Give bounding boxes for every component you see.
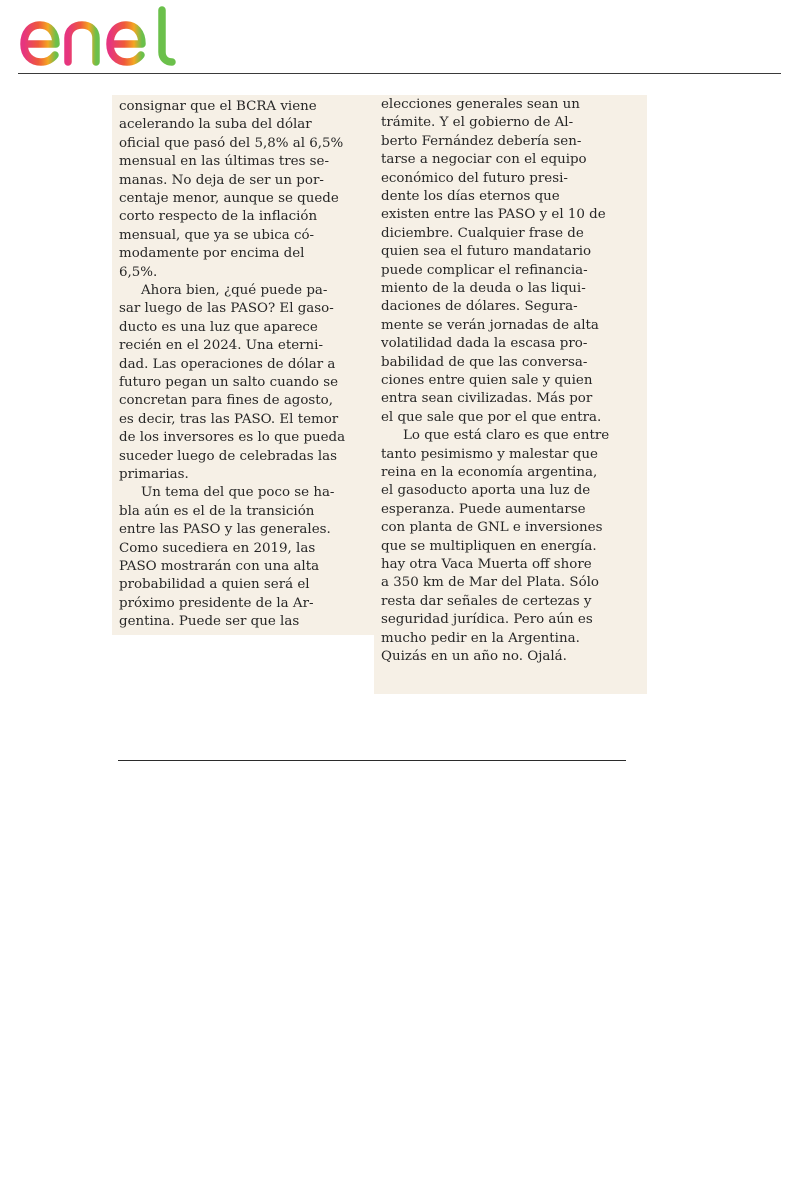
- header-divider: [18, 73, 781, 74]
- article-line: oficial que pasó del 5,8% al 6,5%: [119, 135, 344, 151]
- footer-divider: [118, 760, 626, 761]
- article-line: existen entre las PASO y el 10 de: [381, 207, 606, 223]
- article-line: próximo presidente de la Ar-: [119, 595, 314, 611]
- article-line: suceder luego de celebradas las: [119, 448, 337, 464]
- article-line: es decir, tras las PASO. El temor: [119, 411, 339, 427]
- article-line: recién en el 2024. Una eterni-: [119, 338, 323, 354]
- article-line: mente se verán jornadas de alta: [381, 317, 599, 333]
- article-line: hay otra Vaca Muerta off shore: [381, 557, 592, 572]
- article-line: bla aún es el de la transición: [119, 503, 315, 519]
- article-line: gentina. Puede ser que las: [119, 614, 300, 630]
- article-line: ducto es una luz que aparece: [119, 319, 318, 335]
- article-line: corto respecto de la inflación: [119, 209, 318, 225]
- article-line: quien sea el futuro mandatario: [381, 244, 592, 260]
- article-line: el gasoducto aporta una luz de: [381, 483, 591, 499]
- article-line: el que sale que por el que entra.: [381, 409, 602, 425]
- article-line: acelerando la suba del dólar: [119, 117, 312, 133]
- article-line: primarias.: [119, 467, 189, 482]
- article-line: diciembre. Cualquier frase de: [381, 225, 584, 241]
- article-line: manas. No deja de ser un por-: [119, 172, 324, 188]
- article-line: entra sean civilizadas. Más por: [381, 391, 593, 407]
- article-line: consignar que el BCRA viene: [119, 99, 317, 114]
- article-line: a 350 km de Mar del Plata. Sólo: [381, 575, 599, 591]
- article-line: miento de la deuda o las liqui-: [381, 281, 586, 296]
- article-line: esperanza. Puede aumentarse: [381, 501, 586, 517]
- article-line: daciones de dólares. Segura-: [381, 299, 578, 315]
- article-line: mensual en las últimas tres se-: [119, 154, 330, 170]
- article-line: trámite. Y el gobierno de Al-: [381, 115, 574, 131]
- article-column-left: [112, 95, 374, 635]
- article-line: ciones entre quien sale y quien: [381, 373, 593, 388]
- article-line: sar luego de las PASO? El gaso-: [119, 301, 334, 317]
- article-line: mucho pedir en la Argentina.: [381, 630, 580, 646]
- article-line: dente los días eternos que: [381, 189, 560, 204]
- article-line: con planta de GNL e inversiones: [381, 520, 603, 536]
- article-line: Como sucediera en 2019, las: [119, 540, 316, 556]
- article-line: tarse a negociar con el equipo: [381, 152, 587, 168]
- article-line: PASO mostrarán con una alta: [119, 559, 320, 574]
- article-line: centaje menor, aunque se quede: [119, 191, 339, 206]
- article-line: modamente por encima del: [119, 246, 305, 262]
- article-line: mensual, que ya se ubica có-: [119, 227, 315, 243]
- article-line: tanto pesimismo y malestar que: [381, 446, 598, 462]
- article-line: que se multipliquen en energía.: [381, 538, 597, 554]
- article-column-right: [374, 95, 647, 694]
- article-line: Lo que está claro es que entre: [403, 428, 610, 444]
- article-line: resta dar señales de certezas y: [381, 593, 592, 609]
- enel-logo: [16, 6, 182, 68]
- article-line: dad. Las operaciones de dólar a: [119, 356, 336, 372]
- article-line: probabilidad a quien será el: [119, 577, 310, 593]
- article-line: entre las PASO y las generales.: [119, 522, 331, 538]
- article-line: reina en la economía argentina,: [381, 465, 598, 480]
- article-line: futuro pegan un salto cuando se: [119, 375, 338, 390]
- article-line: berto Fernández debería sen-: [381, 133, 582, 149]
- article-line: de los inversores es lo que pueda: [119, 430, 346, 446]
- article-line: económico del futuro presi-: [381, 170, 568, 186]
- article-line: Un tema del que poco se ha-: [141, 485, 335, 501]
- article-line: volatilidad dada la escasa pro-: [381, 336, 588, 352]
- article-line: Quizás en un año no. Ojalá.: [381, 649, 567, 664]
- article-line: concretan para fines de agosto,: [119, 393, 334, 409]
- article-line: puede complicar el refinancia-: [381, 262, 588, 278]
- article-line: seguridad jurídica. Pero aún es: [381, 612, 593, 628]
- article-line: 6,5%.: [119, 264, 158, 280]
- article-line: elecciones generales sean un: [381, 97, 580, 112]
- article-line: Ahora bien, ¿qué puede pa-: [141, 283, 328, 298]
- article-line: babilidad de que las conversa-: [381, 354, 588, 370]
